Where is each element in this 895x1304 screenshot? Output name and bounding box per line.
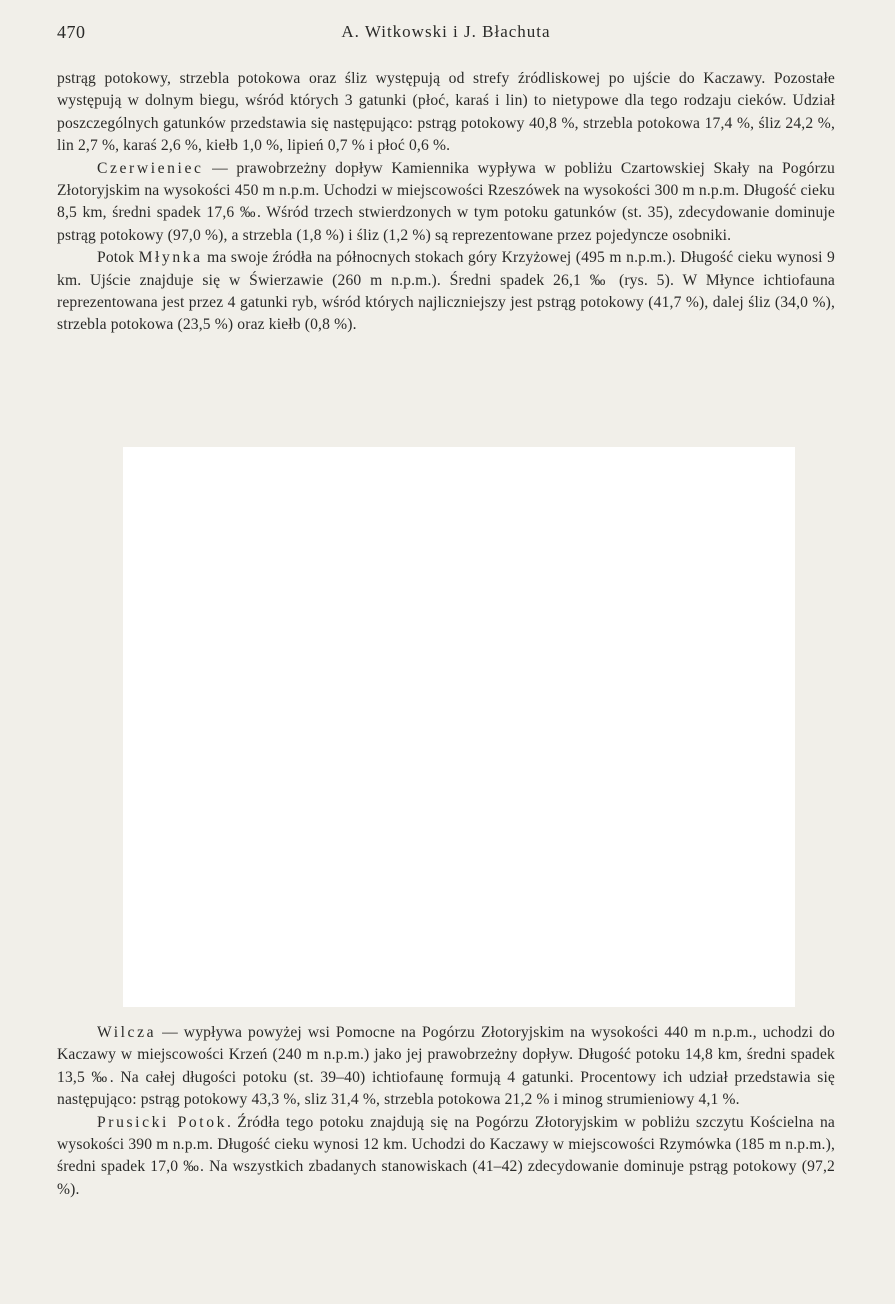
paragraph-mlynka-prefix: Potok (97, 249, 139, 267)
paragraph-prusicki-potok-text: . Źródła tego potoku znajdują się na Pogórzu Złotoryjskim w pobliżu szczytu Kościelna na wysokości 390 m n.p.m. Długość cieku wynosi 12 km. Uchodzi do Kaczawy w miejscowości Rzymówka (185 m n.p.m.), średni spadek 17,0 ‰. Na wszystkich zbadanych stanowiskach (41–42) zdecydowanie dominuje pstrąg potokowy (97,2 %). (57, 1113, 836, 1198)
top-text-block (57, 68, 835, 337)
paragraph-czerwieniec (57, 158, 835, 248)
paragraph-mlynka (57, 247, 835, 337)
paragraph-czerwieniec-text: — prawobrzeżny dopływ Kamiennika wypływa w pobliżu Czartowskiej Skały na Pogórzu Złotoryjskim na wysokości 450 m n.p.m. Uchodzi w miejscowości Rzeszówek na wysokości 300 m n.p.m. Długość cieku 8,5 km, średni spadek 17,6 ‰. Wśród trzech stwierdzonych w tym potoku gatunków (st. 35), zdecydowanie dominuje pstrąg potokowy (97,0 %), a strzebla (1,8 %) i śliz (1,2 %) są reprezentowane przez pojedyncze osobniki. (57, 159, 835, 244)
paragraph-wilcza (57, 1022, 835, 1112)
running-head: A. Witkowski i J. Błachuta (341, 22, 551, 41)
paragraph-intro: pstrąg potokowy, strzebla potokowa oraz śliz występują od strefy źródliskowej po ujście do Kaczawy. Pozostałe występują w dolnym biegu, wśród których 3 gatunki (płoć, karaś i lin) to nietypowe dla tego rodzaju cieków. Udział poszczególnych gatunków przedstawia się następująco: pstrąg potokowy 40,8 %, strzebla potokowa 17,4 %, śliz 24,2 %, lin 2,7 %, karaś 2,6 %, kiełb 1,0 %, lipień 0,7 % i płoć 0,6 %. (57, 70, 835, 155)
page-number: 470 (57, 22, 86, 42)
page-header (57, 22, 835, 46)
paragraph-mlynka-text: ma swoje źródła na północnych stokach góry Krzyżowej (495 m n.p.m.). Długość cieku wynosi 9 km. Ujście znajduje się w Świerzawie (260 m n.p.m.). Średni spadek 26,1 ‰ (rys. 5). W Młynce ichtiofauna reprezentowana jest przez 4 gatunki ryb, wśród których najliczniejszy jest pstrąg potokowy (41,7 %), dalej śliz (34,0 %), strzebla potokowa (23,5 %) oraz kiełb (0,8 %). (57, 249, 835, 334)
stream-name-wilcza: Wilcza (97, 1024, 157, 1041)
paragraph-wilcza-text: — wypływa powyżej wsi Pomocne na Pogórzu Złotoryjskim na wysokości 440 m n.p.m., uchodzi do Kaczawy w miejscowości Krzeń (240 m n.p.m.) jako jej prawobrzeżny dopływ. Długość potoku 14,8 km, średni spadek 13,5 ‰. Na całej długości potoku (st. 39–40) ichtiofaunę formują 4 gatunki. Procentowy ich udział przedstawia się następująco: pstrąg potokowy 43,3 %, sliz 31,4 %, strzebla potokowa 21,2 % i minog strumieniowy 4,1 %. (57, 1024, 835, 1109)
stream-name-mlynka: Młynka (138, 249, 203, 267)
blank-figure-area (123, 447, 795, 1007)
paragraph-prusicki-potok (57, 1112, 835, 1202)
bottom-text-block (57, 1022, 835, 1201)
stream-name-prusicki-potok: Prusicki Potok (97, 1113, 227, 1131)
stream-name-czerwieniec: Czerwieniec (97, 159, 204, 177)
